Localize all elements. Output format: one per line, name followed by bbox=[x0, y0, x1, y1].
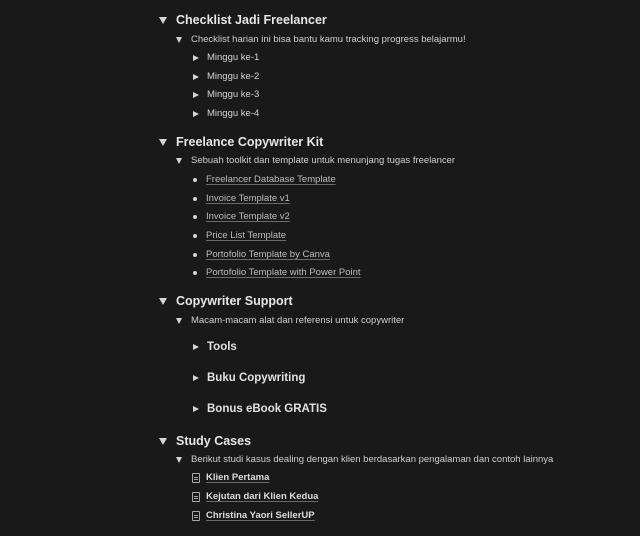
toggle-expanded-icon[interactable] bbox=[176, 457, 182, 463]
toggle-item-label: Minggu ke-3 bbox=[207, 89, 260, 100]
section-title: Study Cases bbox=[176, 434, 252, 448]
toggle-expanded-icon[interactable] bbox=[176, 158, 182, 164]
bullet-icon bbox=[193, 271, 197, 275]
list-item[interactable] bbox=[193, 211, 290, 222]
toggle-heading-buku-copywriting[interactable] bbox=[193, 372, 305, 384]
toggle-item-label: Minggu ke-4 bbox=[207, 108, 260, 119]
bullet-icon bbox=[193, 215, 197, 219]
toggle-collapsed-icon[interactable] bbox=[193, 74, 199, 80]
page-icon bbox=[192, 473, 200, 483]
toggle-item-minggu-4[interactable] bbox=[193, 108, 259, 119]
section-description-toggle[interactable] bbox=[176, 155, 455, 166]
section-description-toggle[interactable] bbox=[176, 315, 404, 326]
list-item[interactable] bbox=[193, 174, 336, 185]
page-link-label[interactable]: Kejutan dari Klien Kedua bbox=[206, 491, 319, 502]
template-link[interactable]: Freelancer Database Template bbox=[206, 174, 336, 185]
toggle-heading-label: Tools bbox=[207, 341, 237, 353]
toggle-item-minggu-2[interactable] bbox=[193, 71, 259, 82]
section-description: Berikut studi kasus dealing dengan klien berdasarkan pengalaman dan contoh lainnya bbox=[191, 454, 554, 465]
toggle-collapsed-icon[interactable] bbox=[193, 55, 199, 61]
toggle-expanded-icon[interactable] bbox=[159, 139, 167, 146]
section-toggle-checklist[interactable] bbox=[159, 13, 327, 27]
toggle-expanded-icon[interactable] bbox=[159, 438, 167, 445]
section-toggle-copywriter-kit[interactable] bbox=[159, 135, 323, 149]
toggle-expanded-icon[interactable] bbox=[159, 298, 167, 305]
template-link[interactable]: Invoice Template v1 bbox=[206, 193, 290, 204]
list-item[interactable] bbox=[193, 249, 330, 260]
section-title: Freelance Copywriter Kit bbox=[176, 135, 324, 149]
bullet-icon bbox=[193, 178, 197, 182]
toggle-heading-tools[interactable] bbox=[193, 341, 237, 353]
page-link-label[interactable]: Christina Yaori SellerUP bbox=[206, 510, 315, 521]
toggle-collapsed-icon[interactable] bbox=[193, 375, 199, 381]
toggle-expanded-icon[interactable] bbox=[176, 318, 182, 324]
toggle-heading-label: Bonus eBook GRATIS bbox=[207, 403, 327, 415]
list-item[interactable] bbox=[193, 267, 361, 278]
list-item[interactable] bbox=[193, 230, 286, 241]
list-item[interactable] bbox=[193, 193, 290, 204]
section-description: Macam-macam alat dan referensi untuk copywriter bbox=[191, 315, 405, 326]
bullet-icon bbox=[193, 253, 197, 257]
toggle-collapsed-icon[interactable] bbox=[193, 406, 199, 412]
section-description-toggle[interactable] bbox=[176, 454, 553, 465]
page-link-klien-pertama[interactable] bbox=[192, 472, 269, 483]
toggle-collapsed-icon[interactable] bbox=[193, 344, 199, 350]
bullet-icon bbox=[193, 197, 197, 201]
section-description-toggle[interactable] bbox=[176, 34, 466, 45]
toggle-heading-label: Buku Copywriting bbox=[207, 372, 306, 384]
toggle-item-minggu-1[interactable] bbox=[193, 52, 259, 63]
page-icon bbox=[192, 511, 200, 521]
toggle-expanded-icon[interactable] bbox=[159, 17, 167, 24]
bullet-icon bbox=[193, 234, 197, 238]
template-link[interactable]: Invoice Template v2 bbox=[206, 211, 290, 222]
page-link-kejutan[interactable] bbox=[192, 491, 318, 502]
toggle-collapsed-icon[interactable] bbox=[193, 92, 199, 98]
section-description: Checklist harian ini bisa bantu kamu tracking progress belajarmu! bbox=[191, 34, 466, 45]
page-link-christina[interactable] bbox=[192, 510, 315, 521]
toggle-expanded-icon[interactable] bbox=[176, 37, 182, 43]
template-link[interactable]: Price List Template bbox=[206, 230, 287, 241]
section-description: Sebuah toolkit dan template untuk menunjang tugas freelancer bbox=[191, 155, 456, 166]
toggle-heading-bonus-ebook[interactable] bbox=[193, 403, 327, 415]
page-link-label[interactable]: Klien Pertama bbox=[206, 472, 270, 483]
section-toggle-study-cases[interactable] bbox=[159, 434, 251, 448]
template-link[interactable]: Portofolio Template with Power Point bbox=[206, 267, 361, 278]
page-icon bbox=[192, 492, 200, 502]
toggle-item-label: Minggu ke-2 bbox=[207, 71, 260, 82]
toggle-collapsed-icon[interactable] bbox=[193, 111, 199, 117]
template-link[interactable]: Portofolio Template by Canva bbox=[206, 249, 330, 260]
toggle-item-minggu-3[interactable] bbox=[193, 89, 259, 100]
section-toggle-copywriter-support[interactable] bbox=[159, 294, 293, 308]
section-title: Copywriter Support bbox=[176, 294, 293, 308]
toggle-item-label: Minggu ke-1 bbox=[207, 52, 260, 63]
section-title: Checklist Jadi Freelancer bbox=[176, 13, 327, 27]
